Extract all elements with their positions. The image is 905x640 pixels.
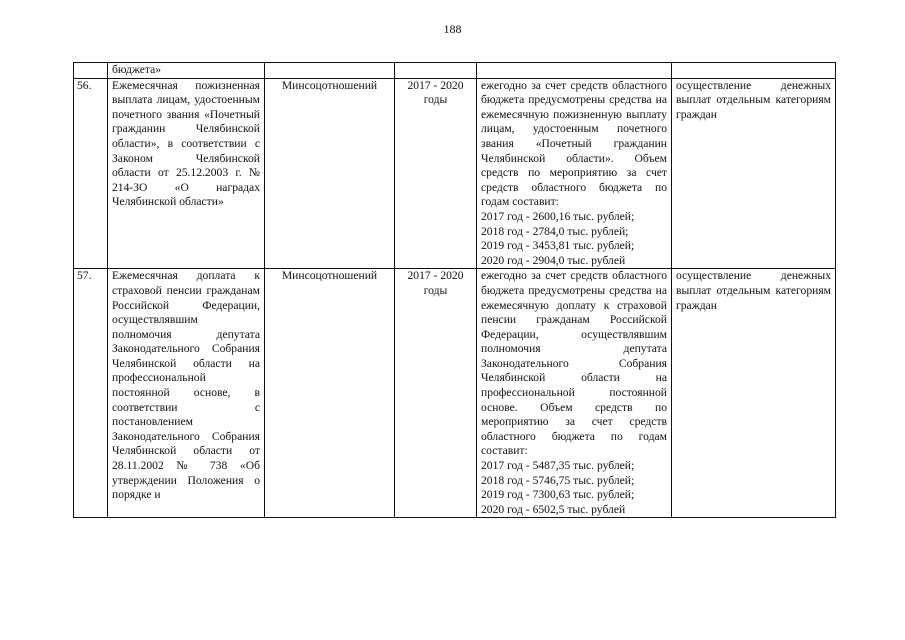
cell-years (395, 63, 477, 79)
page-number: 188 (443, 22, 462, 36)
cell-number (74, 63, 108, 79)
table-row (74, 78, 836, 269)
cell-number: 56. (74, 78, 108, 269)
cell-executor: Минсоцотношений (265, 269, 395, 518)
cell-result: осуществление денежных выплат отдельным категориям граждан (672, 78, 836, 269)
amount-line: 2018 год - 5746,75 тыс. рублей; (481, 473, 635, 487)
amount-line: 2020 год - 2904,0 тыс. рублей (481, 253, 626, 267)
cell-number: 57. (74, 269, 108, 518)
description-text: ежегодно за счет средств областного бюджета предусмотрены средства на ежемесячную пожизненную выплату лицам, удостоенным почетного звания «Почетный гражданин Челябинской области». Объем средств по мероприятию за счет средств областного бюджета по годам составит: (481, 78, 667, 209)
cell-measure-name: Ежемесячная доплата к страховой пенсии гражданам Российской Федерации, осуществлявшим полномочия депутата Законодательного Собрания Челябинской области на профессиональной постоянной основе, в соответствии с постановлением Законодательного Собрания Челябинской области от 28.11.2002 № 738 «Об утверждении Положения о порядке и (108, 269, 265, 518)
cell-measure-name (108, 63, 265, 79)
amount-line: 2019 год - 7300,63 тыс. рублей; (481, 488, 635, 502)
description-text: ежегодно за счет средств областного бюджета предусмотрены средства на ежемесячную доплату к страховой пенсии гражданам Российской Федерации, осуществлявшим полномочия депутата Законодательного Собрания Челябинской области на профессиональной постоянной основе. Объем средств по мероприятию за счет средств областного бюджета по годам составит: (481, 269, 667, 458)
cell-executor (265, 63, 395, 79)
measures-table (73, 62, 836, 518)
amount-line: 2017 год - 5487,35 тыс. рублей; (481, 459, 635, 473)
cell-years: 2017 - 2020 годы (395, 269, 477, 518)
table-row-continuation (74, 63, 836, 79)
cell-description (477, 78, 672, 269)
amount-line: 2017 год - 2600,16 тыс. рублей; (481, 209, 635, 223)
cell-executor: Минсоцотношений (265, 78, 395, 269)
amount-line: 2020 год - 6502,5 тыс. рублей (481, 502, 626, 516)
cell-description (477, 63, 672, 79)
cell-years: 2017 - 2020 годы (395, 78, 477, 269)
cell-result (672, 63, 836, 79)
amount-line: 2018 год - 2784,0 тыс. рублей; (481, 224, 629, 238)
measure-name-tail: бюджета» (112, 63, 162, 76)
cell-result: осуществление денежных выплат отдельным категориям граждан (672, 269, 836, 518)
cell-measure-name: Ежемесячная пожизненная выплата лицам, удостоенным почетного звания «Почетный гражданин Челябинской области», в соответствии с Законом Челябинской области от 25.12.2003 г. № 214-ЗО «О наградах Челябинской области» (108, 78, 265, 269)
amount-line: 2019 год - 3453,81 тыс. рублей; (481, 239, 635, 253)
table-row (74, 269, 836, 518)
cell-description (477, 269, 672, 518)
